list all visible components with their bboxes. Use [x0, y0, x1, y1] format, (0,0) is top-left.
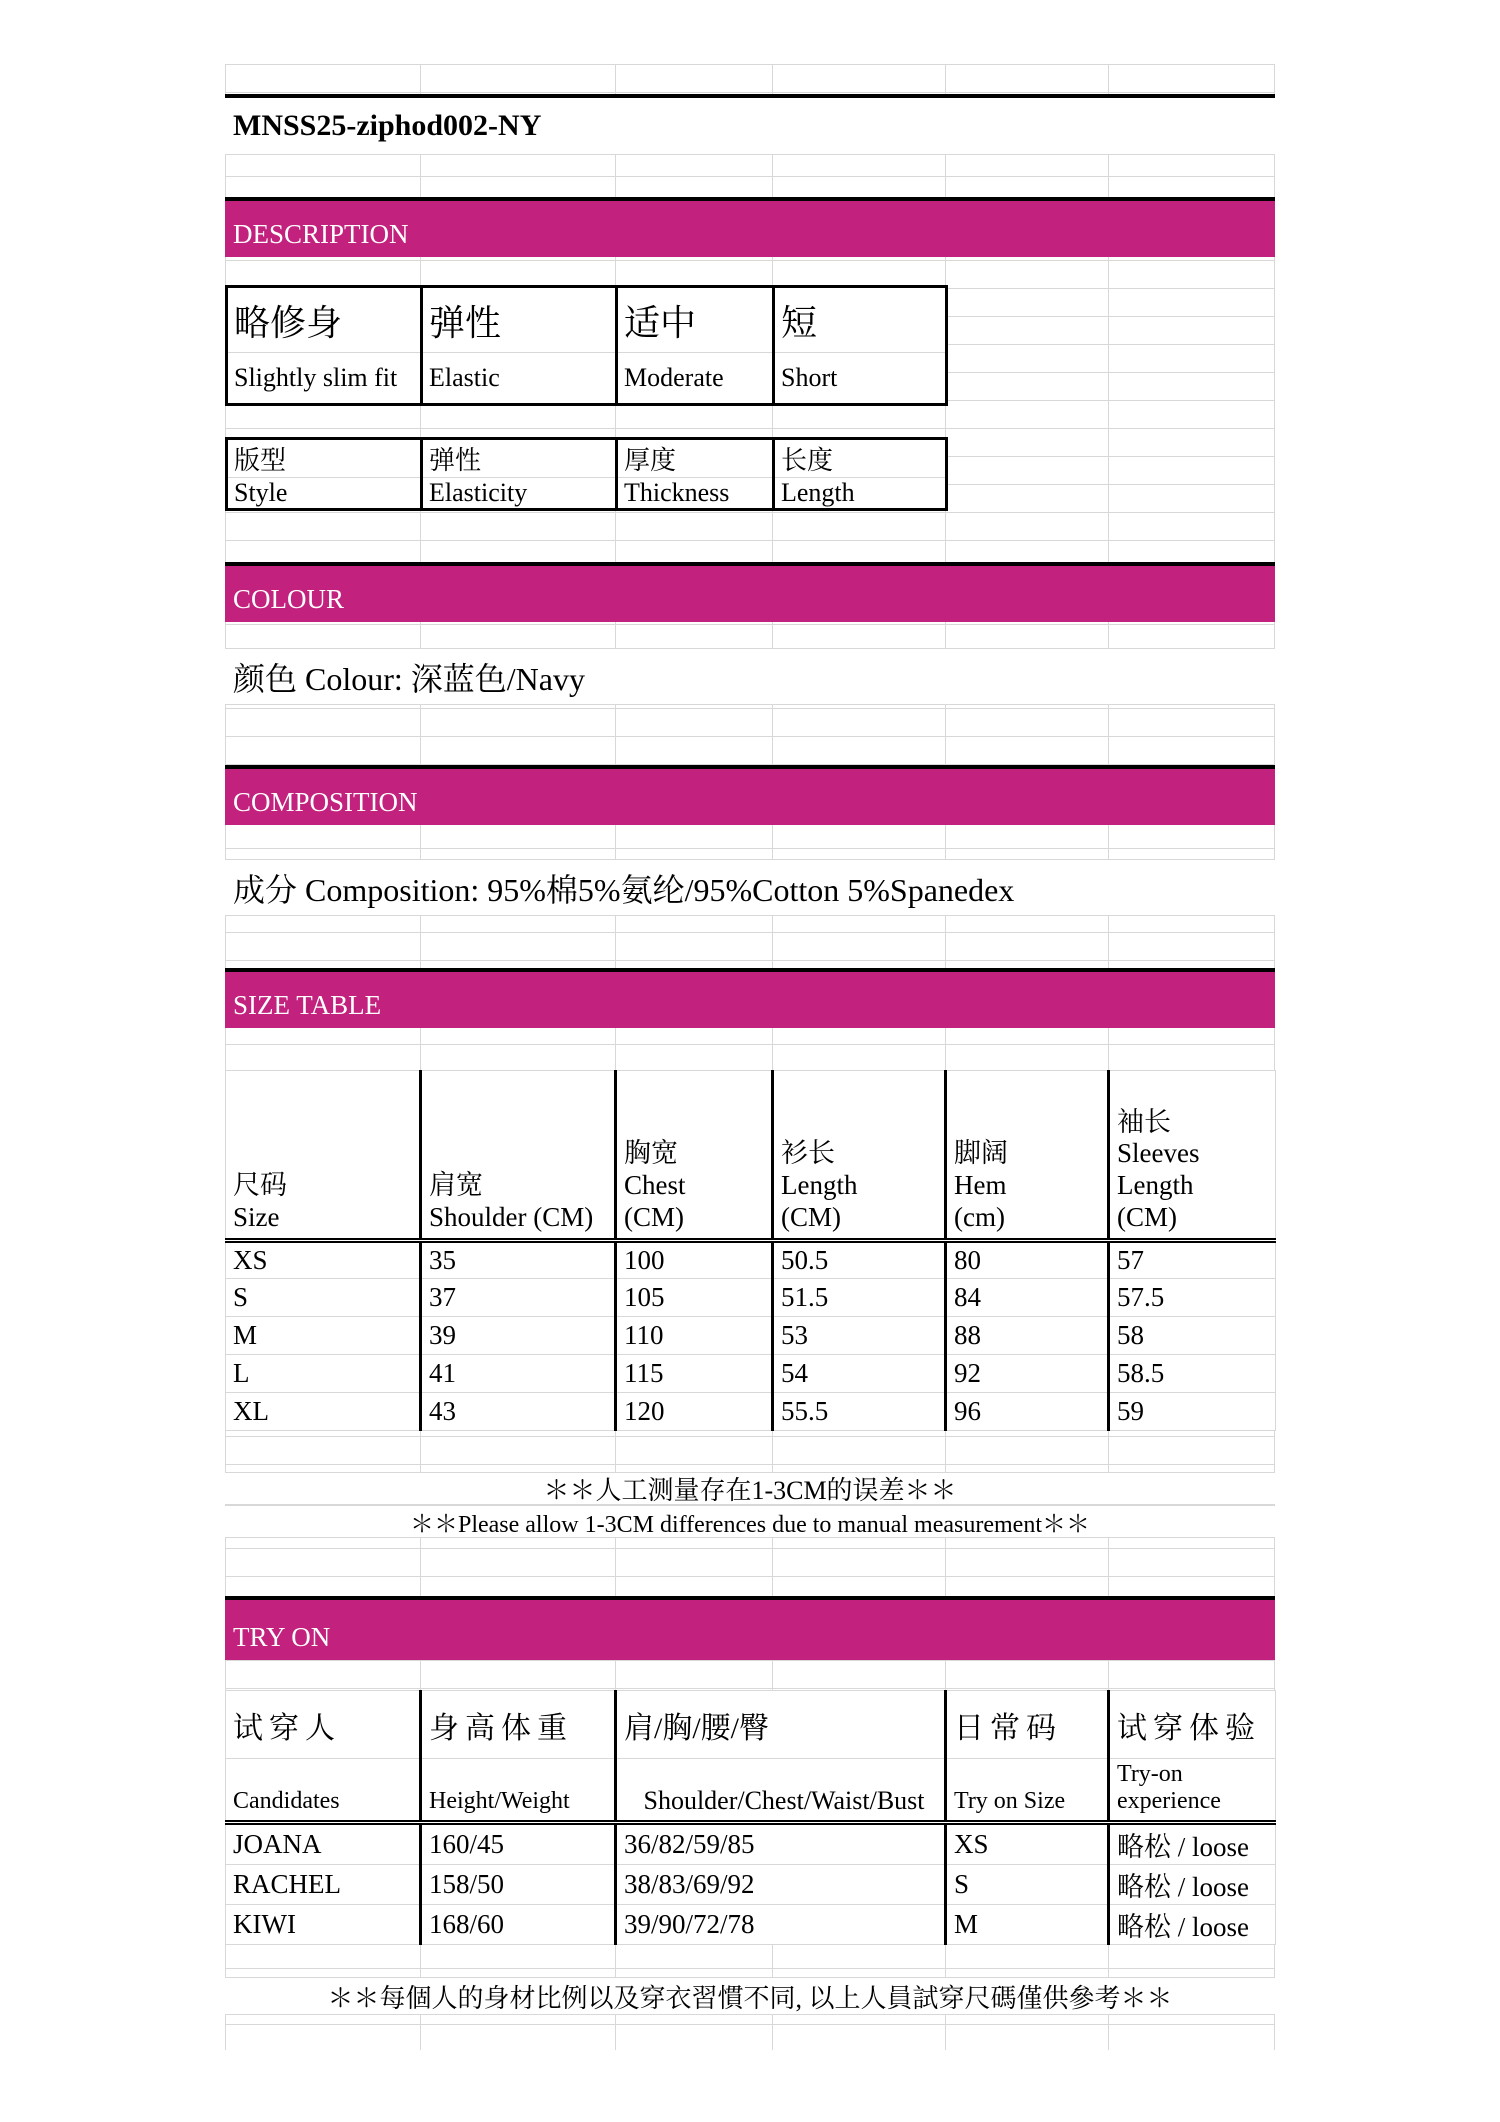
attr-label-cn: 长度 — [774, 439, 947, 478]
composition-value-cell — [225, 859, 1275, 916]
section-header-description — [225, 197, 1275, 257]
size-row-m — [226, 1317, 1276, 1355]
size-cell: 58 — [1109, 1317, 1276, 1355]
size-cell: 100 — [616, 1241, 773, 1279]
try-on-cell: 36/82/59/85 — [616, 1823, 946, 1865]
try-on-header-row-en — [226, 1759, 1276, 1823]
fit-value-en: Elastic — [422, 353, 617, 405]
column-header-line: Shoulder (CM) — [429, 1202, 594, 1233]
column-header-size — [226, 1071, 421, 1241]
size-cell: 105 — [616, 1279, 773, 1317]
fit-value-cn: 短 — [774, 287, 947, 353]
fit-value-cn: 弹性 — [422, 287, 617, 353]
try-on-cell: 略松 / loose — [1109, 1905, 1276, 1945]
attr-label-cn: 厚度 — [617, 439, 774, 478]
size-cell: 92 — [946, 1355, 1109, 1393]
size-table-header-row — [226, 1071, 1276, 1241]
column-header-line: Sleeves — [1117, 1138, 1200, 1169]
size-cell: S — [226, 1279, 421, 1317]
column-header-line: 脚阔 — [954, 1138, 1008, 1169]
product-code-cell — [225, 94, 1275, 155]
note-text: ＊＊Please allow 1-3CM differences due to manual measurement＊＊ — [409, 1512, 1091, 1538]
column-header-line: Hem — [954, 1170, 1007, 1201]
colour-value-cell — [225, 648, 1275, 705]
column-header-line: 衫长 — [781, 1138, 835, 1169]
column-header-measurements-cn: 肩/胸/腰/臀 — [616, 1691, 946, 1759]
size-cell: 59 — [1109, 1393, 1276, 1431]
size-cell: 55.5 — [773, 1393, 946, 1431]
column-header-line: experience — [1117, 1788, 1221, 1815]
column-header-line: (cm) — [954, 1202, 1005, 1233]
size-cell: 80 — [946, 1241, 1109, 1279]
column-header-line: 袖长 — [1117, 1106, 1171, 1137]
size-cell: 110 — [616, 1317, 773, 1355]
note-text: ＊＊人工测量存在1-3CM的误差＊＊ — [543, 1476, 957, 1505]
try-on-cell: 158/50 — [421, 1865, 616, 1905]
column-header-line: 尺码 — [233, 1170, 287, 1201]
column-header-measurements-en: Shoulder/Chest/Waist/Bust — [616, 1759, 946, 1823]
attr-label-en: Length — [774, 478, 947, 510]
size-cell: 88 — [946, 1317, 1109, 1355]
size-cell: 50.5 — [773, 1241, 946, 1279]
column-header-line: Try-on — [1117, 1760, 1183, 1787]
try-on-cell: S — [946, 1865, 1109, 1905]
size-cell: 37 — [421, 1279, 616, 1317]
section-header-colour — [225, 562, 1275, 622]
section-header-try-on — [225, 1596, 1275, 1660]
try-on-cell: KIWI — [226, 1905, 421, 1945]
description-fit-table — [225, 285, 948, 406]
try-on-row-kiwi — [226, 1905, 1276, 1945]
column-header-chest — [616, 1071, 773, 1241]
table-row — [227, 478, 947, 510]
try-on-cell: 略松 / loose — [1109, 1865, 1276, 1905]
column-header-line: 胸宽 — [624, 1138, 678, 1169]
column-header-line: Chest — [624, 1170, 686, 1201]
size-cell: 57.5 — [1109, 1279, 1276, 1317]
column-header-shoulder — [421, 1071, 616, 1241]
size-cell: 115 — [616, 1355, 773, 1393]
attr-label-cn: 弹性 — [422, 439, 617, 478]
size-cell: 43 — [421, 1393, 616, 1431]
fit-value-en: Short — [774, 353, 947, 405]
column-header-sleeves — [1109, 1071, 1276, 1241]
size-row-xs — [226, 1241, 1276, 1279]
fit-value-en: Slightly slim fit — [234, 363, 398, 392]
try-on-header-row-cn — [226, 1691, 1276, 1759]
fit-value-cn: 略修身 — [227, 287, 422, 353]
spreadsheet-grid — [225, 64, 1275, 2050]
try-on-cell: 160/45 — [421, 1823, 616, 1865]
size-cell: 57 — [1109, 1241, 1276, 1279]
section-header-label: SIZE TABLE — [233, 990, 382, 1020]
try-on-row-joana — [226, 1823, 1276, 1865]
column-header-line: Length — [781, 1170, 858, 1201]
try-on-row-rachel — [226, 1865, 1276, 1905]
table-row — [227, 353, 947, 405]
column-header-line: (CM) — [781, 1202, 841, 1233]
try-on-cell: M — [946, 1905, 1109, 1945]
size-cell: 35 — [421, 1241, 616, 1279]
try-on-disclaimer-note — [225, 1977, 1275, 2015]
description-attr-table — [225, 437, 948, 511]
column-header-height-weight-cn: 身高体重 — [421, 1691, 616, 1759]
measurement-note-cn — [225, 1472, 1275, 1505]
column-header-try-on-size-cn: 日常码 — [946, 1691, 1109, 1759]
column-header-line: Length — [1117, 1170, 1194, 1201]
size-cell: 53 — [773, 1317, 946, 1355]
column-header-length — [773, 1071, 946, 1241]
size-row-s — [226, 1279, 1276, 1317]
fit-value-en: Moderate — [617, 353, 774, 405]
column-header-candidates-cn: 试穿人 — [226, 1691, 421, 1759]
try-on-cell: XS — [946, 1823, 1109, 1865]
product-code: MNSS25-ziphod002-NY — [233, 109, 542, 142]
try-on-table — [225, 1690, 1276, 1945]
size-cell: 51.5 — [773, 1279, 946, 1317]
section-header-composition — [225, 765, 1275, 825]
column-header-line: 肩宽 — [429, 1170, 483, 1201]
size-cell: 54 — [773, 1355, 946, 1393]
column-header-hem — [946, 1071, 1109, 1241]
size-cell: 58.5 — [1109, 1355, 1276, 1393]
column-header-height-weight-en: Height/Weight — [421, 1759, 616, 1823]
size-cell: 120 — [616, 1393, 773, 1431]
size-cell: 39 — [421, 1317, 616, 1355]
size-row-xl — [226, 1393, 1276, 1431]
try-on-cell: 168/60 — [421, 1905, 616, 1945]
try-on-cell: 39/90/72/78 — [616, 1905, 946, 1945]
column-header-line: (CM) — [1117, 1202, 1177, 1233]
try-on-cell: JOANA — [226, 1823, 421, 1865]
colour-value: 颜色 Colour: 深蓝色/Navy — [233, 660, 585, 697]
column-header-experience-cn: 试穿体验 — [1109, 1691, 1276, 1759]
try-on-cell: 略松 / loose — [1109, 1823, 1276, 1865]
fit-value-cn: 适中 — [617, 287, 774, 353]
section-header-label: TRY ON — [233, 1622, 331, 1652]
try-on-cell: RACHEL — [226, 1865, 421, 1905]
column-header-line: Size — [233, 1202, 280, 1233]
composition-value: 成分 Composition: 95%棉5%氨纶/95%Cotton 5%Spanedex — [233, 871, 1015, 908]
section-header-label: COMPOSITION — [233, 787, 418, 817]
attr-label-en: Thickness — [617, 478, 774, 510]
column-header-experience-en — [1109, 1759, 1276, 1823]
table-row — [227, 287, 947, 353]
section-header-size-table — [225, 968, 1275, 1028]
section-header-label: DESCRIPTION — [233, 219, 409, 249]
size-cell: M — [226, 1317, 421, 1355]
size-cell: L — [226, 1355, 421, 1393]
attr-label-en: Style — [234, 478, 288, 507]
size-cell: 96 — [946, 1393, 1109, 1431]
size-row-l — [226, 1355, 1276, 1393]
measurement-note-en — [225, 1505, 1275, 1538]
size-cell: 41 — [421, 1355, 616, 1393]
size-cell: XS — [226, 1241, 421, 1279]
attr-label-en: Elasticity — [422, 478, 617, 510]
note-text: ＊＊每個人的身材比例以及穿衣習慣不同, 以上人員試穿尺碼僅供參考＊＊ — [327, 1983, 1173, 2013]
size-cell: 84 — [946, 1279, 1109, 1317]
section-header-label: COLOUR — [233, 584, 345, 614]
size-cell: XL — [226, 1393, 421, 1431]
column-header-line: (CM) — [624, 1202, 684, 1233]
column-header-candidates-en: Candidates — [226, 1759, 421, 1823]
size-table — [225, 1070, 1276, 1431]
table-row — [227, 439, 947, 478]
attr-label-cn: 版型 — [227, 439, 422, 478]
column-header-try-on-size-en: Try on Size — [946, 1759, 1109, 1823]
try-on-cell: 38/83/69/92 — [616, 1865, 946, 1905]
